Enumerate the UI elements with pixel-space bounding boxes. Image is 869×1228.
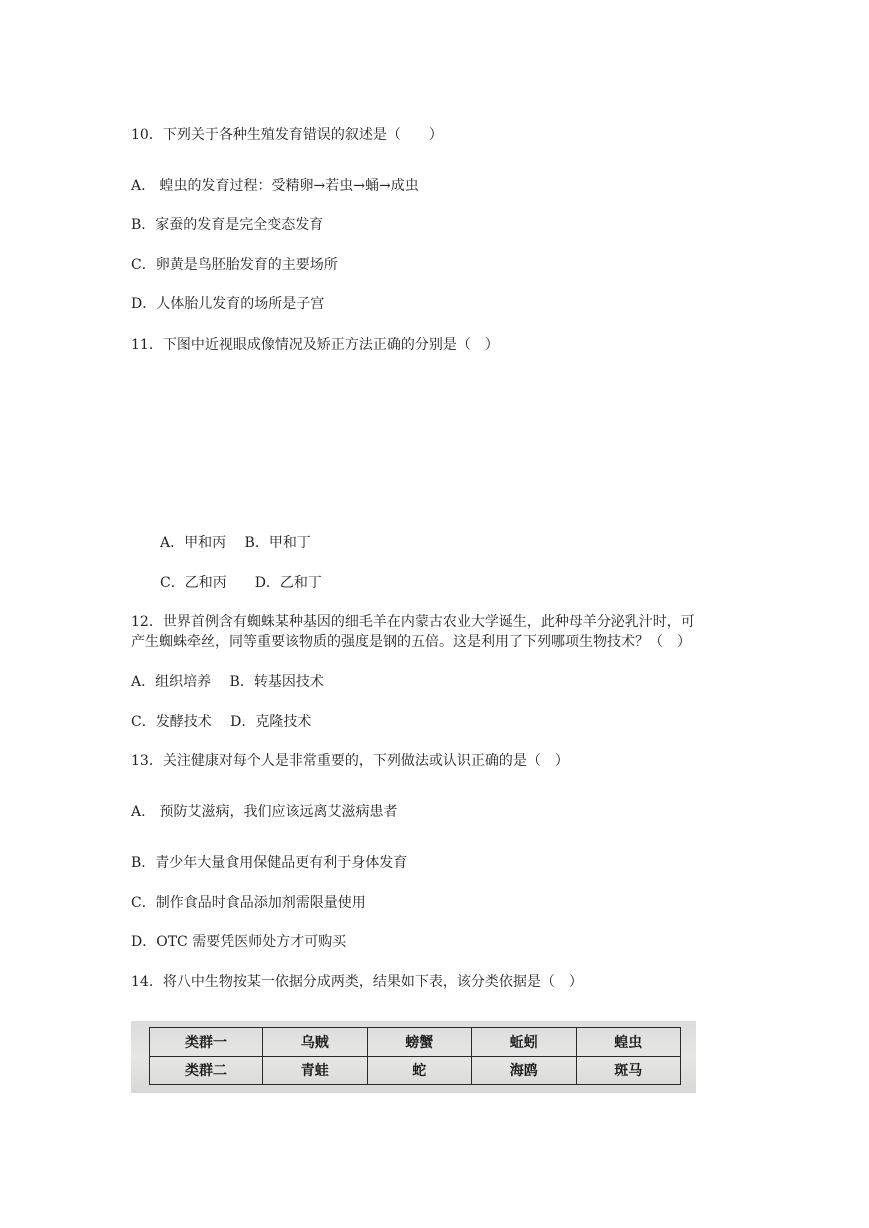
table-cell: 螃蟹 (367, 1028, 472, 1057)
table-cell: 蛇 (367, 1056, 472, 1085)
q13-option-b: B．青少年大量食用保健品更有利于身体发育 (131, 855, 408, 871)
table-cell: 类群二 (150, 1056, 263, 1085)
table-cell: 蝗虫 (576, 1028, 681, 1057)
table-cell: 斑马 (576, 1056, 681, 1085)
q12-stem-line1: 12．世界首例含有蜘蛛某种基因的细毛羊在内蒙古农业大学诞生，此种母羊分泌乳汁时，可 (131, 614, 695, 630)
table-cell: 青蛙 (263, 1056, 368, 1085)
q11-options-row2: C．乙和丙 D．乙和丁 (160, 575, 322, 591)
table-cell: 类群一 (150, 1028, 263, 1057)
classification-table (149, 1027, 681, 1085)
q11-figure-placeholder (131, 365, 731, 525)
q12-stem-line2: 产生蜘蛛牵丝，同等重要该物质的强度是钢的五倍。这是利用了下列哪项生物技术？（ ） (131, 634, 691, 650)
table-cell: 蚯蚓 (472, 1028, 577, 1057)
q11-options-row1: A．甲和丙 B．甲和丁 (160, 535, 311, 551)
q10-option-d: D．人体胎儿发育的场所是子宫 (131, 296, 325, 312)
q12-options-row2: C．发酵技术 D．克隆技术 (131, 714, 312, 730)
q13-stem: 13．关注健康对每个人是非常重要的，下列做法或认识正确的是（ ） (131, 753, 569, 769)
q10-stem: 10．下列关于各种生殖发育错误的叙述是（ ） (131, 127, 443, 143)
q13-option-a: A. 预防艾滋病，我们应该远离艾滋病患者 (131, 804, 398, 820)
q12-options-row1: A．组织培养 B．转基因技术 (131, 674, 324, 690)
q13-option-c: C．制作食品时食品添加剂需限量使用 (131, 895, 366, 911)
table-row (150, 1056, 681, 1085)
table-cell: 海鸥 (472, 1056, 577, 1085)
q10-option-c: C．卵黄是鸟胚胎发育的主要场所 (131, 257, 338, 273)
q11-stem: 11．下图中近视眼成像情况及矫正方法正确的分别是（ ） (131, 337, 499, 353)
q10-option-b: B．家蚕的发育是完全变态发育 (131, 217, 324, 233)
q14-stem: 14．将八中生物按某一依据分成两类，结果如下表，该分类依据是（ ） (131, 974, 583, 990)
q13-option-d: D．OTC 需要凭医师处方才可购买 (131, 934, 347, 950)
table-cell: 乌贼 (263, 1028, 368, 1057)
table-row (150, 1028, 681, 1057)
classification-table-photo (131, 1021, 696, 1093)
q10-option-a: A. 蝗虫的发育过程：受精卵→若虫→蛹→成虫 (131, 178, 419, 194)
